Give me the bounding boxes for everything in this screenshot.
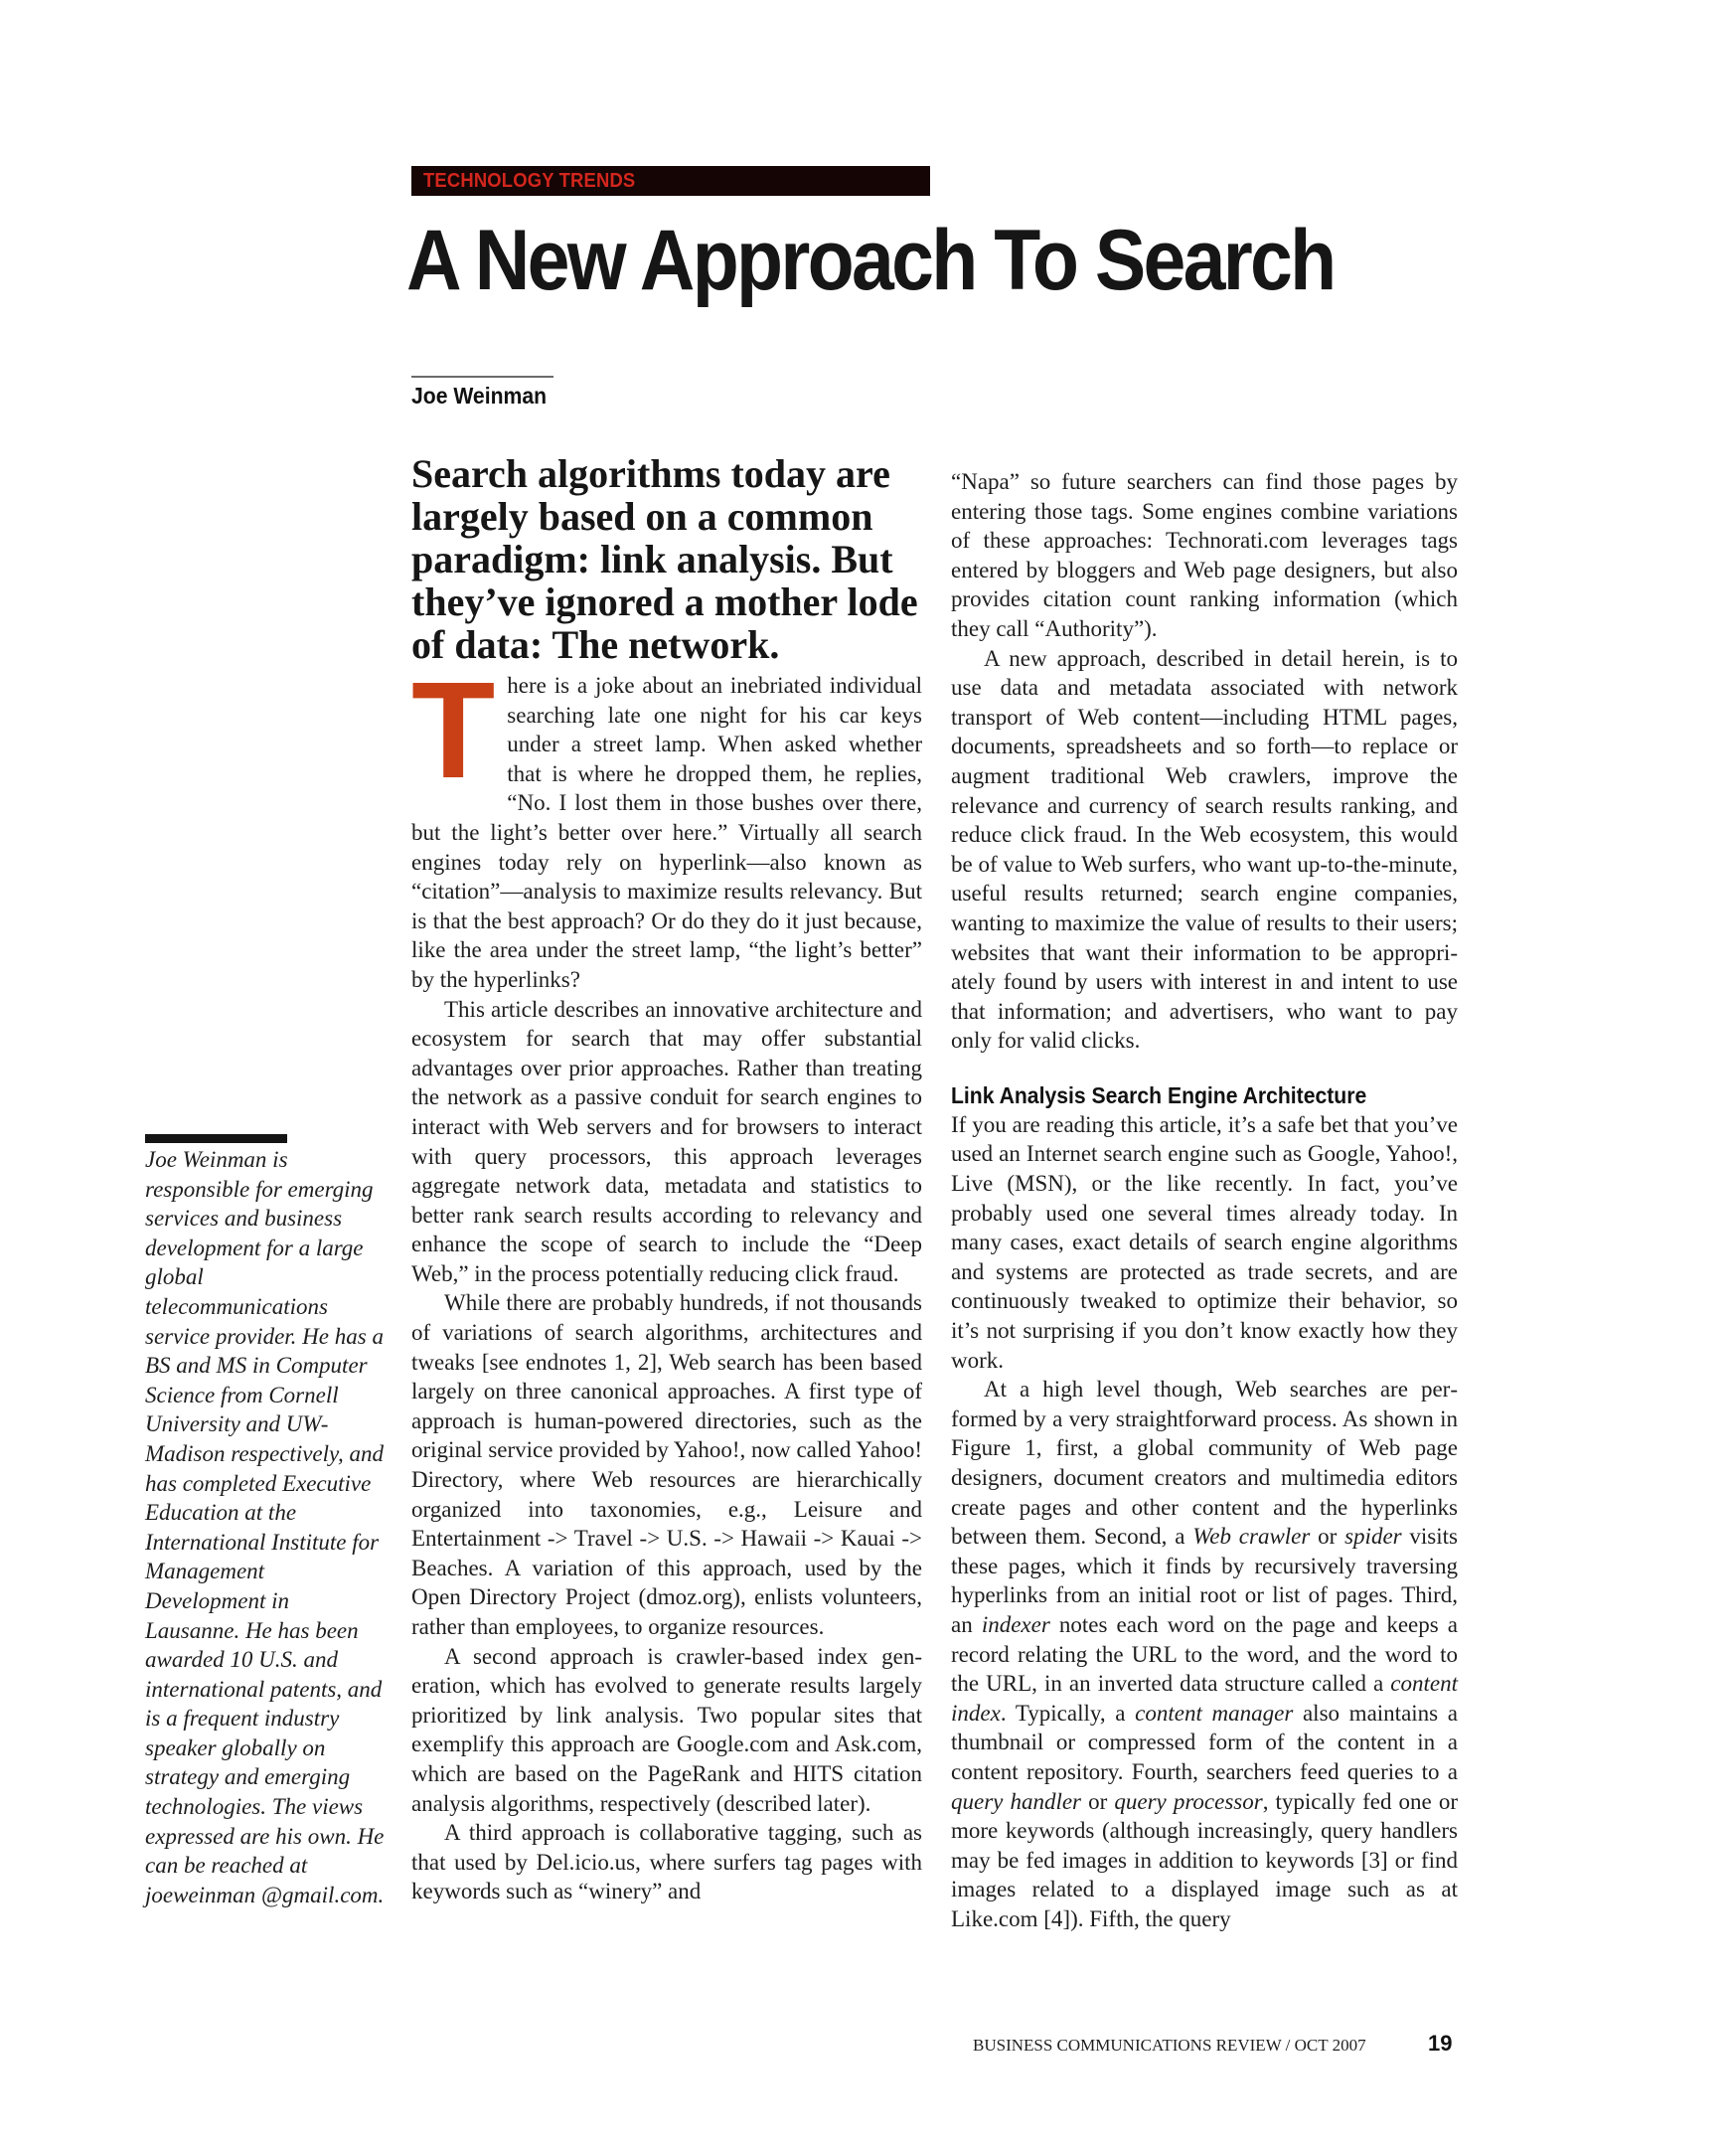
paragraph: A second approach is crawler-based index generation, which has evolved to generate results largely prioritized by link analysis. Two popular sites that exemplify this approach are Google.com and Ask.com, which are based on the PageRank and HITS citation analysis algorithms, respectively (described later). <box>411 1643 922 1816</box>
section-label: TECHNOLOGY TRENDS <box>423 170 636 192</box>
byline: Joe Weinman <box>411 383 548 409</box>
text-run: , typically fed one or more keywords (although increasingly, query handlers may be fed images in addition to keywords [3] or find images related to a displayed image such as at Like.com [4]). Fifth, the query <box>951 1788 1459 1931</box>
paragraph: This article describes an innovative architecture and ecosystem for search that may offer substantial advantages over prior approaches. Rather than treating the network as a passive conduit for search engines to interact with Web servers and for browsers to interact with query processors, this approach leverages aggregate network data, metadata and statistics to better rank search results according to relevancy and enhance the scope of search to include the “Deep Web,” in the process potentially reducing click fraud. <box>411 996 922 1286</box>
text-run: . Typically, a <box>1000 1700 1136 1726</box>
drop-cap: T <box>411 654 496 807</box>
text-run: At a high level though, Web searches are performed by a very straightforward process. As shown in Figure 1, first, a global community of Web page designers, document creators and multimedia editors create pages and other content and the hyperlinks between them. Second, a <box>951 1377 1458 1550</box>
article-title: A New Approach To Search <box>406 213 1335 308</box>
intro-paragraph <box>411 654 922 995</box>
italic-term: spider <box>1344 1524 1402 1550</box>
deck-subtitle: Search algorithms today are largely based on a common paradigm: link analysis. But they’ve ignored a mother lode of data: The network. <box>411 451 918 667</box>
intro-text: here is a joke about an inebriated individual searching late one night for his car keys under a street lamp. When asked whether that is where he dropped them, he replies, “No. I lost them in those bushes over there, but the light’s better over here.” Virtually all search engines today rely on hyperlink—also known as “citation”—analysis to maximize results relevancy. But is that the best approach? Or do they do it just because, like the area under the street lamp, “the light’s better” by the hyperlinks? <box>411 673 922 992</box>
text-run: notes each word on the page and keeps a record relating the URL to the word, and the word to the URL, in an inverted data structure called a <box>951 1611 1458 1697</box>
paragraph <box>951 1375 1458 1933</box>
italic-term: query processor <box>1114 1788 1263 1814</box>
paragraph: A new approach, described in detail herein, is to use data and metadata associated with network transport of Web content—including HTML pages, documents, spreadsheets and so forth—to replace or augment traditional Web crawlers, improve the relevance and currency of search results ranking, and reduce click fraud. In the Web ecosystem, this would be of value to Web surfers, who want up-to-the-minute, useful results returned; search engine companies, wanting to maximize the value of results to their users; websites that want their information to be appropriately found by users with interest in and intent to use that information; and advertisers, who want to pay only for valid clicks. <box>951 645 1458 1054</box>
bio-rule <box>145 1134 287 1143</box>
footer-publication: BUSINESS COMMUNICATIONS REVIEW / OCT 2007 <box>973 2036 1366 2055</box>
byline-rule <box>411 376 553 378</box>
paragraph: While there are probably hundreds, if not thousands of variations of search algorithms, architectures and tweaks [see endnotes 1, 2], Web search has been based largely on three canonical approaches. A first type of approach is human-powered directories, such as the original service provided by Yahoo!, now called Yahoo! Directory, where Web resources are hierarchically organized into taxonomies, e.g., Leisure and Entertainment -> Travel -> U.S. -> Hawaii -> Kauai -> Beaches. A variation of this approach, used by the Open Directory Project (dmoz.org), enlists volunteers, rather than employees, to organize resources. <box>411 1290 922 1639</box>
section-heading: Link Analysis Search Engine Architecture <box>951 1081 1367 1108</box>
italic-term: query handler <box>951 1788 1082 1814</box>
right-column <box>951 467 1458 1934</box>
page-number: 19 <box>1428 2031 1453 2056</box>
left-column <box>411 654 922 1906</box>
paragraph: A third approach is collaborative tagging, such as that used by Del.icio.us, where surfers tag pages with keywords such as “winery” and <box>411 1820 922 1904</box>
italic-term: Web crawler <box>1192 1524 1311 1550</box>
author-bio: Joe Weinman is responsible for emerging services and business development for a large global telecommunications service provider. He has a BS and MS in Computer Science from Cornell University and UW-Madison respectively, and has completed Executive Education at the International Institute for Management Development in Lausanne. He has been awarded 10 U.S. and international patents, and is a frequent industry speaker globally on strategy and emerging technologies. The views expressed are his own. He can be reached at joeweinman @gmail.com. <box>145 1147 385 1907</box>
text-run: or <box>1081 1788 1115 1814</box>
text-run: visits these pages, which it finds by recursively traversing hyperlinks from an initial root or list of pages. Third, an <box>951 1524 1458 1637</box>
text-run: also maintains a thumbnail or compressed form of the content in a content repository. Fourth, searchers feed queries to a <box>951 1700 1458 1784</box>
italic-term: indexer <box>981 1611 1050 1637</box>
paragraph: “Napa” so future searchers can find those pages by entering those tags. Some engines combine variations of these approaches: Technorati.com leverages tags entered by bloggers and Web page designers, but also provides citation count ranking information (which they call “Authority”). <box>951 469 1458 641</box>
italic-term: content manager <box>1135 1700 1294 1726</box>
paragraph: If you are reading this article, it’s a safe bet that you’ve used an Internet search engine such as Google, Yahoo!, Live (MSN), or the like recently. In fact, you’ve probably used one several times already today. In many cases, exact details of search engine algorithms and systems are protected as trade secrets, and are continuously tweaked to optimize their behavior, so it’s not surprising if you don’t know exactly how they work. <box>951 1111 1458 1373</box>
text-run: or <box>1310 1524 1345 1550</box>
italic-term: content index <box>951 1671 1458 1726</box>
